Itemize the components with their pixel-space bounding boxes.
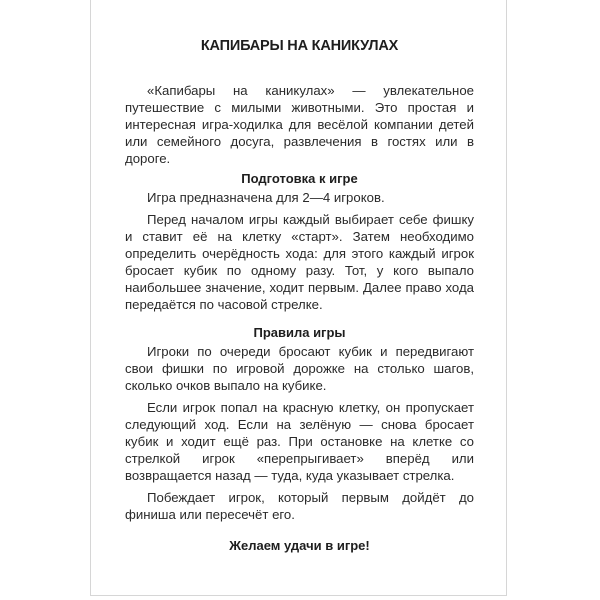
paragraph: Побеждает игрок, который первым дойдёт до финиша или пересечёт его. bbox=[125, 490, 474, 522]
page-title: КАПИБАРЫ НА КАНИКУЛАХ bbox=[200, 38, 399, 54]
section-heading-preparation: Подготовка к игре bbox=[241, 171, 358, 186]
section-rules bbox=[125, 324, 474, 523]
paragraph: Если игрок попал на красную клетку, он пропускает следующий ход. Если на зелёную — снова бросает кубик и ходит ещё раз. При остановке на клетке со стрелкой игрок «перепрыгивает» вперёд или возвращается назад — туда, куда указывает стрелка. bbox=[125, 400, 474, 483]
paragraph: Игроки по очереди бросают кубик и передвигают свои фишки по игровой дорожке на столько шагов, сколько очков выпало на кубике. bbox=[125, 344, 474, 393]
section-heading-rules: Правила игры bbox=[253, 325, 346, 340]
intro-paragraph: «Капибары на каникулах» — увлекательное путешествие с милыми животными. Это простая и интересная игра-ходилка для весёлой компании детей или семейного досуга, развлечения в гостях или в дороге. bbox=[125, 83, 474, 166]
section-preparation bbox=[125, 170, 474, 313]
document-page bbox=[90, 0, 507, 596]
paragraph: Перед началом игры каждый выбирает себе фишку и ставит её на клетку «старт». Затем необходимо определить очерёдность хода: для этого каждый игрок бросает кубик по одному разу. Тот, у кого выпало наибольшее значение, ходит первым. Далее право хода передаётся по часовой стрелке. bbox=[125, 212, 474, 312]
intro-section bbox=[125, 82, 474, 167]
paragraph: Игра предназначена для 2—4 игроков. bbox=[147, 190, 385, 205]
closing-message: Желаем удачи в игре! bbox=[229, 538, 370, 553]
